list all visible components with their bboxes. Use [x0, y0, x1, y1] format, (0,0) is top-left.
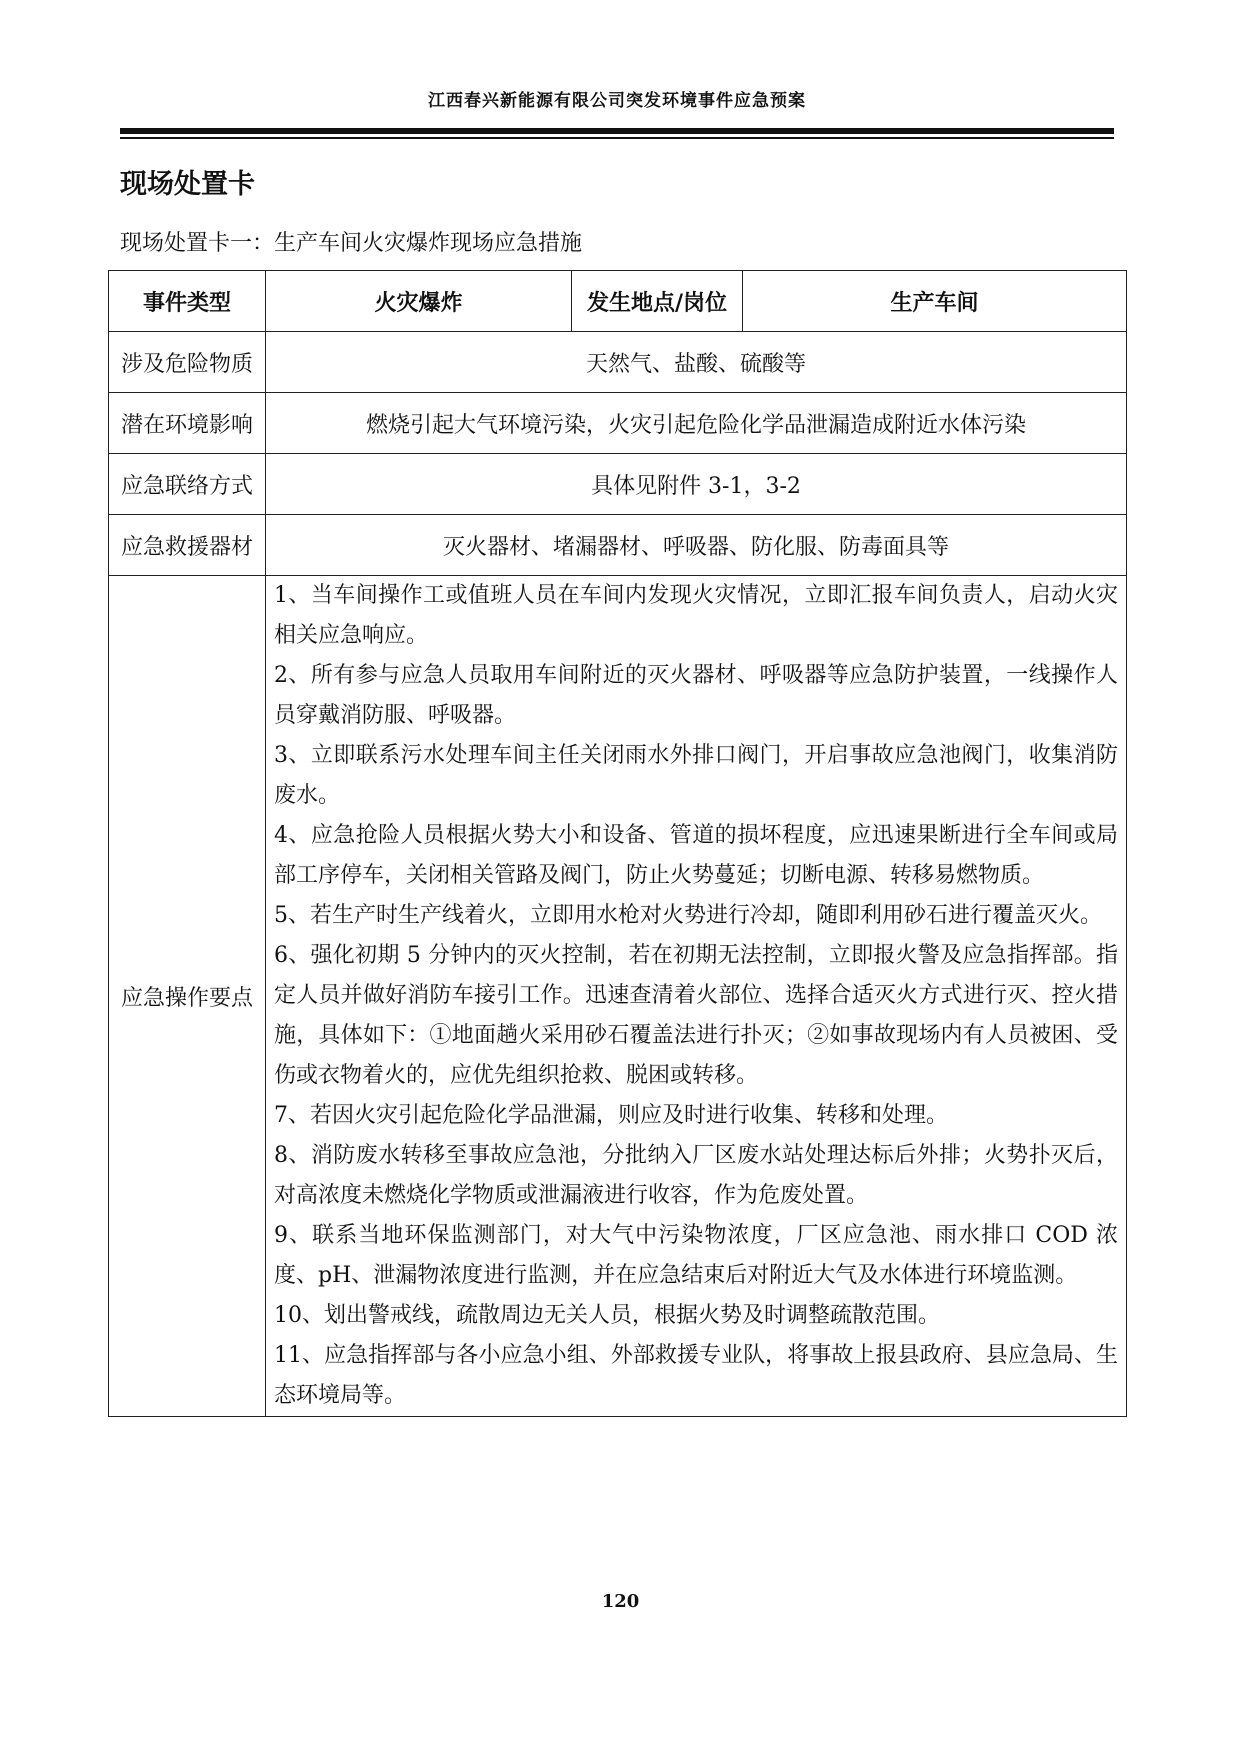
operation-step: 10、划出警戒线，疏散周边无关人员，根据火势及时调整疏散范围。 [274, 1303, 940, 1328]
row-value: 天然气、盐酸、硫酸等 [266, 332, 1127, 393]
row-value: 燃烧引起大气环境污染，火灾引起危险化学品泄漏造成附近水体污染 [266, 393, 1127, 454]
operation-step: 6、强化初期 5 分钟内的灭火控制，若在初期无法控制，立即报火警及应急指挥部。指定人员并做好消防车接引工作。迅速查清着火部位、选择合适灭火方式进行灭、控火措施，具体如下：①地面趟火采用砂石覆盖法进行扑灭；②如事故现场内有人员被困、受伤或衣物着火的，应优先组织抢救、脱困或转移。 [274, 943, 1118, 1088]
table-row [109, 332, 1127, 393]
emergency-card-table [108, 270, 1127, 1417]
operation-step: 7、若因火灾引起危险化学品泄漏，则应及时进行收集、转移和处理。 [274, 1103, 948, 1128]
table-header-row [109, 271, 1127, 332]
row-label: 涉及危险物质 [109, 332, 266, 393]
location-value: 生产车间 [743, 271, 1127, 332]
operation-step: 3、立即联系污水处理车间主任关闭雨水外排口阀门，开启事故应急池阀门，收集消防废水。 [274, 743, 1118, 808]
operations-label: 应急操作要点 [109, 576, 266, 1417]
row-label: 应急联络方式 [109, 454, 266, 515]
row-value: 具体见附件 3-1，3-2 [266, 454, 1127, 515]
row-label: 潜在环境影响 [109, 393, 266, 454]
table-row [109, 393, 1127, 454]
section-title: 现场处置卡 [120, 169, 255, 200]
event-type-value: 火灾爆炸 [266, 271, 572, 332]
operation-step: 4、应急抢险人员根据火势大小和设备、管道的损坏程度，应迅速果断进行全车间或局部工序停车，关闭相关管路及阀门，防止火势蔓延；切断电源、转移易燃物质。 [274, 823, 1118, 888]
operation-step: 11、应急指挥部与各小应急小组、外部救援专业队，将事故上报县政府、县应急局、生态环境局等。 [274, 1343, 1118, 1408]
table-row [109, 515, 1127, 576]
operation-step: 5、若生产时生产线着火，立即用水枪对火势进行冷却，随即利用砂石进行覆盖灭火。 [274, 903, 1102, 928]
header-divider-thick [120, 128, 1114, 134]
page-number: 120 [601, 1591, 640, 1612]
card-title: 现场处置卡一：生产车间火灾爆炸现场应急措施 [120, 231, 583, 256]
operation-step: 1、当车间操作工或值班人员在车间内发现火灾情况，立即汇报车间负责人，启动火灾相关应急响应。 [274, 583, 1118, 648]
operation-step: 9、联系当地环保监测部门，对大气中污染物浓度，厂区应急池、雨水排口 COD 浓度、pH、泄漏物浓度进行监测，并在应急结束后对附近大气及水体进行环境监测。 [274, 1223, 1118, 1288]
location-label: 发生地点/岗位 [572, 271, 743, 332]
operations-steps [266, 576, 1127, 1417]
table-row [109, 454, 1127, 515]
row-label: 应急救援器材 [109, 515, 266, 576]
header-divider-thin [120, 137, 1114, 139]
operation-step: 8、消防废水转移至事故应急池，分批纳入厂区废水站处理达标后外排；火势扑灭后，对高浓度未燃烧化学物质或泄漏液进行收容，作为危废处置。 [274, 1143, 1118, 1208]
document-header-title: 江西春兴新能源有限公司突发环境事件应急预案 [428, 91, 806, 111]
row-value: 灭火器材、堵漏器材、呼吸器、防化服、防毒面具等 [266, 515, 1127, 576]
operation-step: 2、所有参与应急人员取用车间附近的灭火器材、呼吸器等应急防护装置，一线操作人员穿戴消防服、呼吸器。 [274, 663, 1118, 728]
event-type-label: 事件类型 [109, 271, 266, 332]
operations-row [109, 576, 1127, 1417]
